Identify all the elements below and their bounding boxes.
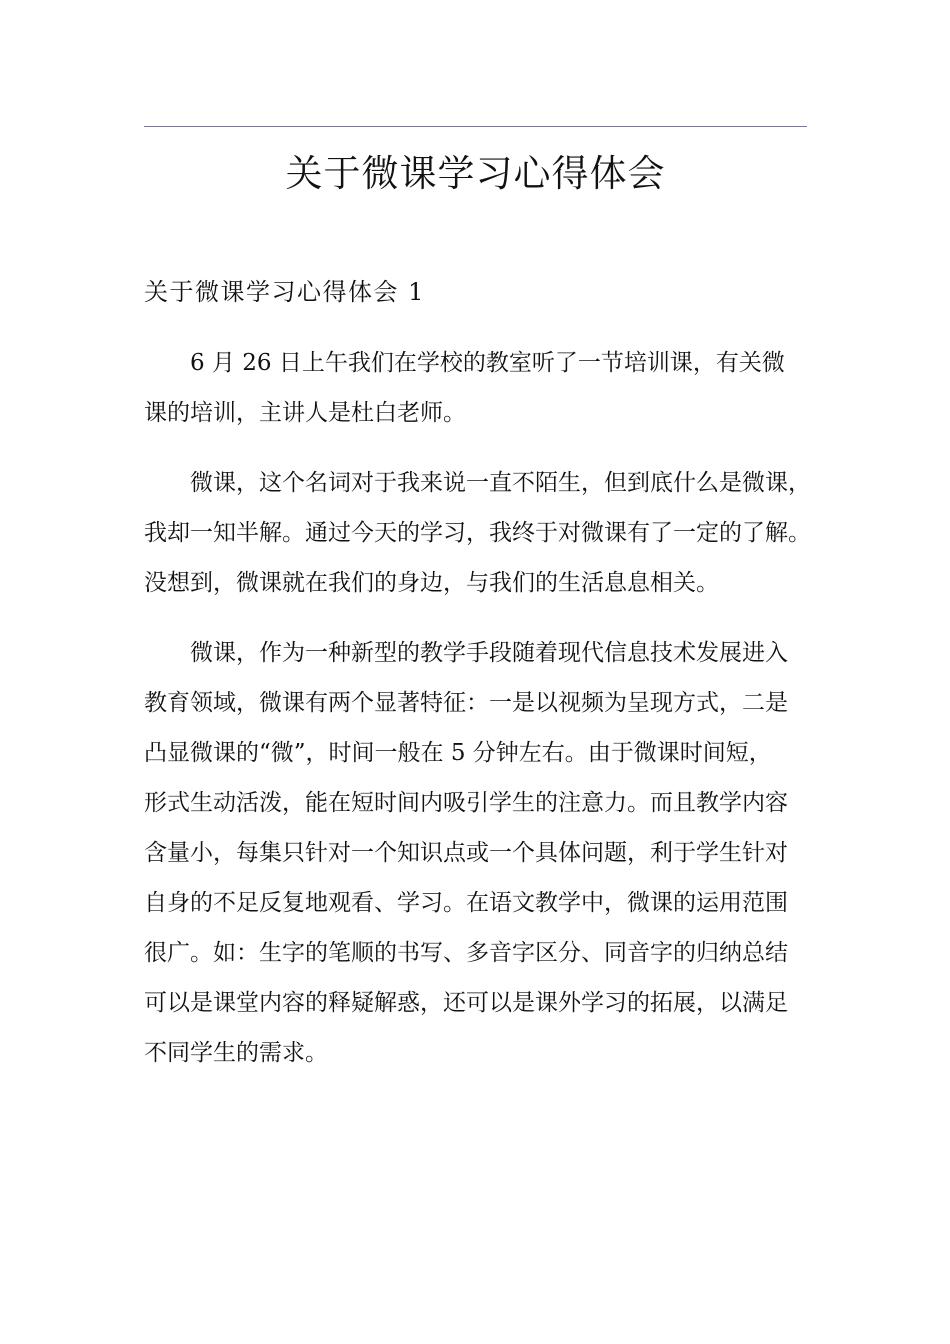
- paragraph-line: 6 月 26 日上午我们在学校的教室听了一节培训课，有关微: [190, 350, 785, 376]
- paragraph-line: 不同学生的需求。: [144, 1040, 328, 1066]
- paragraph-2: [144, 458, 811, 608]
- document-title: 关于微课学习心得体会: [285, 152, 666, 195]
- paragraph-line: 含量小，每集只针对一个知识点或一个具体问题，利于学生针对: [144, 840, 788, 866]
- section-heading: 关于微课学习心得体会 1: [144, 278, 425, 306]
- paragraph-line: 微课，这个名词对于我来说一直不陌生，但到底什么是微课，: [190, 470, 811, 496]
- paragraph-line: 微课，作为一种新型的教学手段随着现代信息技术发展进入: [190, 640, 788, 666]
- paragraph-line: 我却一知半解。通过今天的学习，我终于对微课有了一定的了解。: [144, 520, 811, 546]
- paragraph-line: 凸显微课的“微”，时间一般在 5 分钟左右。由于微课时间短，: [144, 740, 772, 766]
- body-text: [144, 338, 811, 1078]
- paragraph-line: 自身的不足反复地观看、学习。在语文教学中，微课的运用范围: [144, 890, 788, 916]
- paragraph-line: 可以是课堂内容的释疑解惑，还可以是课外学习的拓展，以满足: [144, 990, 788, 1016]
- paragraph-1: [144, 338, 807, 438]
- header-rule: [144, 126, 807, 127]
- paragraph-line: 形式生动活泼，能在短时间内吸引学生的注意力。而且教学内容: [144, 790, 788, 816]
- paragraph-line: 课的培训，主讲人是杜白老师。: [144, 400, 466, 426]
- paragraph-line: 教育领域，微课有两个显著特征：一是以视频为呈现方式，二是: [144, 690, 788, 716]
- paragraph-line: 很广。如：生字的笔顺的书写、多音字区分、同音字的归纳总结: [144, 940, 788, 966]
- paragraph-line: 没想到，微课就在我们的身边，与我们的生活息息相关。: [144, 570, 719, 596]
- paragraph-3: [144, 628, 807, 1078]
